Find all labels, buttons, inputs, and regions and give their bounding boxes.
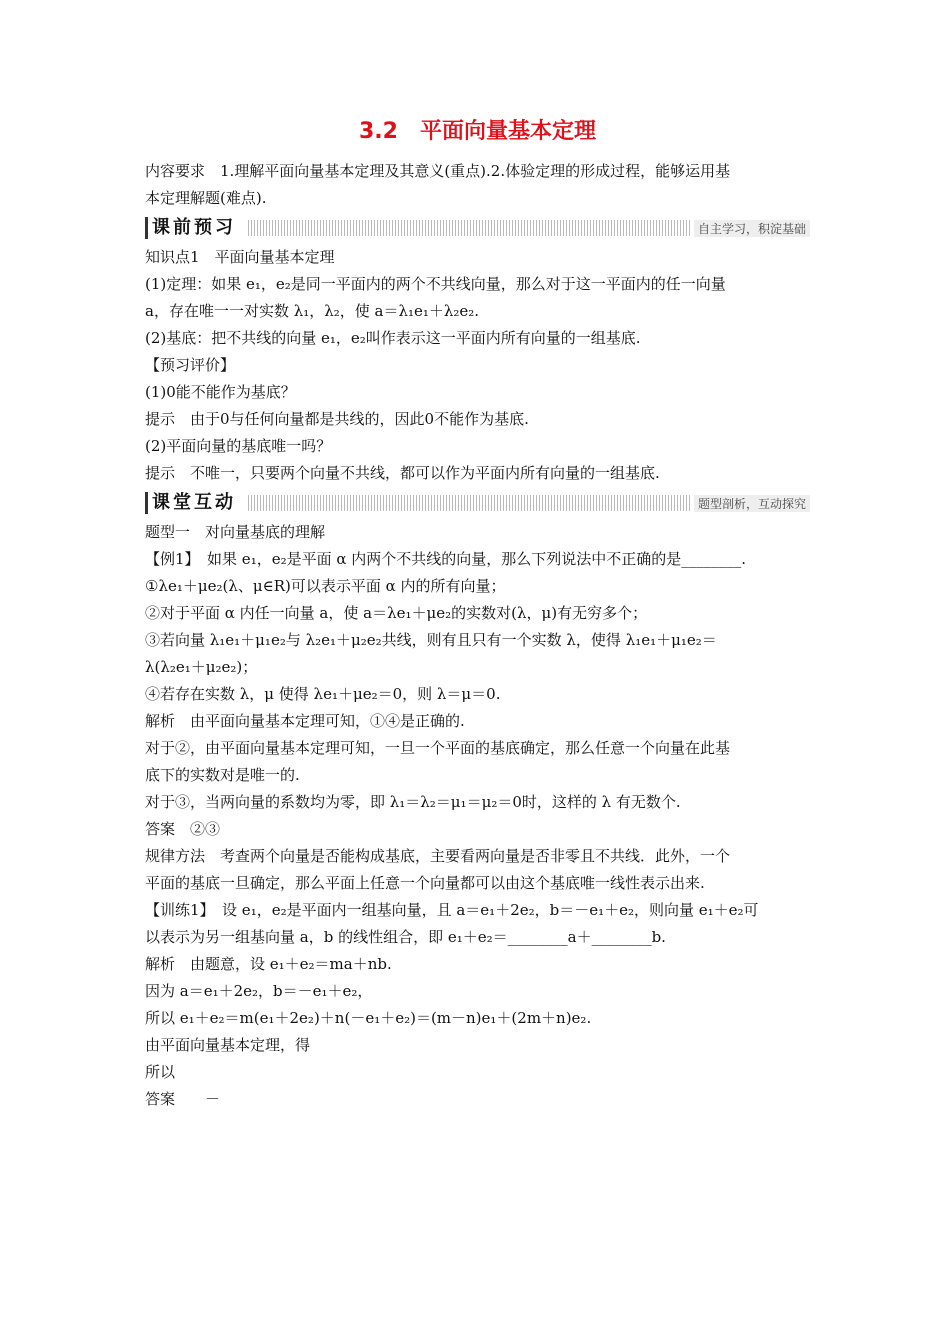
section-bar-preview bbox=[145, 216, 810, 240]
solution-2-cont: 底下的实数对是唯一的. bbox=[145, 766, 300, 784]
training-1-cont: 以表示为另一组基向量 a，b 的线性组合，即 e₁＋e₂＝________a＋________b. bbox=[145, 928, 666, 946]
section-divider bbox=[248, 220, 690, 236]
option-1: ①λe₁＋μe₂(λ、μ∈R)可以表示平面 α 内的所有向量； bbox=[145, 577, 506, 595]
option-3: ③若向量 λ₁e₁＋μ₁e₂与 λ₂e₁＋μ₂e₂共线，则有且只有一个实数 λ，使得 λ₁e₁＋μ₁e₂＝ bbox=[145, 631, 717, 649]
training-solution-3: 所以 e₁＋e₂＝m(e₁＋2e₂)＋n(－e₁＋e₂)＝(m－n)e₁＋(2m＋n)e₂. bbox=[145, 1009, 592, 1027]
knowledge-point-title: 知识点1 平面向量基本定理 bbox=[145, 248, 335, 266]
hint-1: 提示 由于0与任何向量都是共线的，因此0不能作为基底. bbox=[145, 410, 529, 428]
section-title: 课堂互动 bbox=[145, 492, 244, 514]
answer-1: 答案 ②③ bbox=[145, 820, 221, 838]
document-page bbox=[145, 118, 810, 1113]
page-title: 3.2 平面向量基本定理 bbox=[359, 119, 596, 144]
section-subtitle: 自主学习，积淀基础 bbox=[694, 220, 810, 237]
training-solution-1: 解析 由题意，设 e₁＋e₂＝ma＋nb. bbox=[145, 955, 392, 973]
training-1: 【训练1】 设 e₁，e₂是平面内一组基向量，且 a＝e₁＋2e₂，b＝－e₁＋e₂，则向量 e₁＋e₂可 bbox=[145, 901, 759, 919]
training-solution-2: 因为 a＝e₁＋2e₂，b＝－e₁＋e₂， bbox=[145, 982, 373, 1000]
question-1: (1)0能不能作为基底？ bbox=[145, 383, 296, 401]
rule-line-2: 平面的基底一旦确定，那么平面上任意一个向量都可以由这个基底唯一线性表示出来. bbox=[145, 874, 705, 892]
theorem-line-2: a，存在唯一一对实数 λ₁，λ₂，使 a＝λ₁e₁＋λ₂e₂. bbox=[145, 302, 480, 320]
problem-type-title: 题型一 对向量基底的理解 bbox=[145, 523, 326, 541]
training-solution-5: 所以 bbox=[145, 1063, 176, 1081]
solution-3: 对于③，当两向量的系数均为零，即 λ₁＝λ₂＝μ₁＝μ₂＝0时，这样的 λ 有无数个. bbox=[145, 793, 681, 811]
hint-2: 提示 不唯一，只要两个向量不共线，都可以作为平面内所有向量的一组基底. bbox=[145, 464, 660, 482]
rule-line-1: 规律方法 考查两个向量是否能构成基底，主要看两向量是否非零且不共线．此外，一个 bbox=[145, 847, 731, 865]
option-2: ②对于平面 α 内任一向量 a，使 a＝λe₁＋μe₂的实数对(λ，μ)有无穷多个； bbox=[145, 604, 648, 622]
section-bar-classroom bbox=[145, 491, 810, 515]
question-2: (2)平面向量的基底唯一吗？ bbox=[145, 437, 332, 455]
example-1: 【例1】 如果 e₁，e₂是平面 α 内两个不共线的向量，那么下列说法中不正确的是________. bbox=[145, 550, 747, 568]
preview-heading: 【预习评价】 bbox=[145, 356, 236, 374]
section-title: 课前预习 bbox=[145, 217, 244, 239]
solution-2: 对于②，由平面向量基本定理可知，一旦一个平面的基底确定，那么任意一个向量在此基 bbox=[145, 739, 731, 757]
option-3-cont: λ(λ₂e₁＋μ₂e₂)； bbox=[145, 658, 258, 676]
section-divider bbox=[248, 495, 690, 511]
solution-1: 解析 由平面向量基本定理可知，①④是正确的. bbox=[145, 712, 465, 730]
theorem-line-1: (1)定理：如果 e₁，e₂是同一平面内的两个不共线向量，那么对于这一平面内的任一向量 bbox=[145, 275, 726, 293]
requirement-line-1: 内容要求 1.理解平面向量基本定理及其意义(重点).2.体验定理的形成过程，能够运用基 bbox=[145, 162, 731, 180]
option-4: ④若存在实数 λ，μ 使得 λe₁＋μe₂＝0，则 λ＝μ＝0. bbox=[145, 685, 501, 703]
training-answer: 答案 － bbox=[145, 1090, 221, 1108]
training-solution-4: 由平面向量基本定理，得 bbox=[145, 1036, 311, 1054]
basis-definition: (2)基底：把不共线的向量 e₁，e₂叫作表示这一平面内所有向量的一组基底. bbox=[145, 329, 641, 347]
requirement-line-2: 本定理解题(难点). bbox=[145, 189, 267, 207]
section-subtitle: 题型剖析，互动探究 bbox=[694, 495, 810, 512]
